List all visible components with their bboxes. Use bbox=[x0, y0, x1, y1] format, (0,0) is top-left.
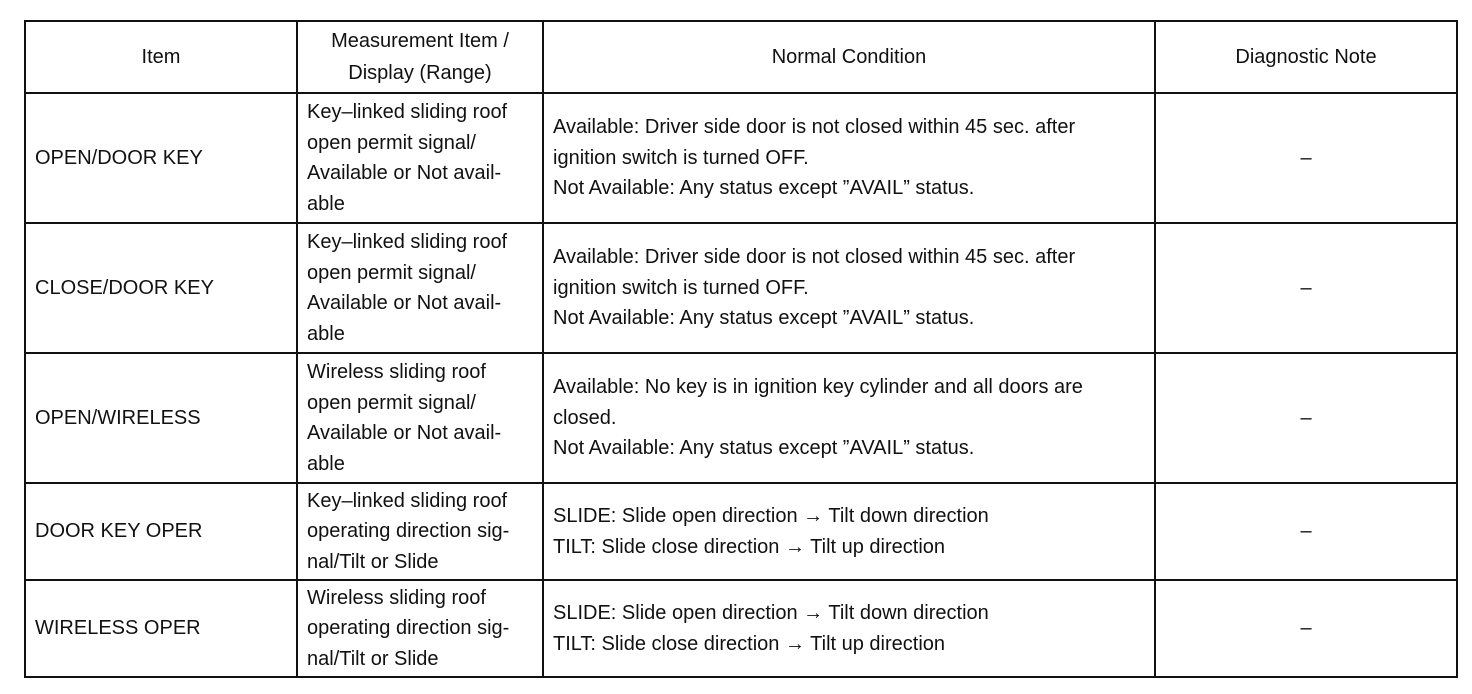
measurement-line: open permit signal/ bbox=[307, 261, 476, 284]
table-row bbox=[25, 580, 1457, 677]
normal-condition-line: TILT: Slide close direction → Tilt up direction bbox=[553, 632, 946, 655]
header-normal-condition: Normal Condition bbox=[543, 21, 1155, 93]
measurement-cell bbox=[297, 93, 543, 223]
measurement-line: open permit signal/ bbox=[307, 391, 476, 414]
header-measurement bbox=[297, 21, 543, 93]
normal-condition-cell bbox=[543, 223, 1155, 353]
normal-condition-cell bbox=[543, 580, 1155, 677]
header-measurement-line: Measurement Item / bbox=[331, 30, 509, 52]
measurement-cell bbox=[297, 580, 543, 677]
normal-condition-line: Not Available: Any status except ”AVAIL” status. bbox=[553, 177, 975, 200]
header-item: Item bbox=[25, 21, 297, 93]
diagnostic-note-cell: – bbox=[1155, 223, 1457, 353]
header-row bbox=[25, 21, 1457, 93]
table-row bbox=[25, 353, 1457, 483]
measurement-line: Available or Not avail- bbox=[307, 292, 502, 314]
diagnostic-note-cell: – bbox=[1155, 353, 1457, 483]
normal-condition-line: closed. bbox=[553, 406, 617, 429]
normal-condition-cell bbox=[543, 353, 1155, 483]
measurement-cell bbox=[297, 223, 543, 353]
normal-condition-line: ignition switch is turned OFF. bbox=[553, 146, 809, 169]
normal-condition-line: Not Available: Any status except ”AVAIL” status. bbox=[553, 437, 975, 460]
table-row bbox=[25, 93, 1457, 223]
normal-condition-cell bbox=[543, 483, 1155, 580]
measurement-line: nal/Tilt or Slide bbox=[307, 647, 439, 670]
normal-condition-line: ignition switch is turned OFF. bbox=[553, 276, 809, 299]
measurement-line: operating direction sig- bbox=[307, 520, 510, 543]
measurement-line: able bbox=[307, 452, 345, 475]
header-measurement-line: Display (Range) bbox=[348, 62, 492, 84]
measurement-line: Key–linked sliding roof bbox=[307, 489, 508, 512]
normal-condition-line: TILT: Slide close direction → Tilt up direction bbox=[553, 535, 946, 558]
measurement-line: nal/Tilt or Slide bbox=[307, 550, 439, 573]
table-row bbox=[25, 223, 1457, 353]
data-list-table bbox=[24, 20, 1458, 678]
normal-condition-line: Available: Driver side door is not closed within 45 sec. after bbox=[553, 116, 1076, 139]
item-cell: CLOSE/DOOR KEY bbox=[25, 223, 297, 353]
measurement-line: operating direction sig- bbox=[307, 617, 510, 640]
item-cell: DOOR KEY OPER bbox=[25, 483, 297, 580]
normal-condition-line: SLIDE: Slide open direction → Tilt down direction bbox=[553, 505, 989, 527]
measurement-line: Available or Not avail- bbox=[307, 422, 502, 444]
normal-condition-cell bbox=[543, 93, 1155, 223]
table-row bbox=[25, 483, 1457, 580]
measurement-cell bbox=[297, 483, 543, 580]
measurement-line: open permit signal/ bbox=[307, 131, 476, 154]
measurement-cell bbox=[297, 353, 543, 483]
normal-condition-line: Available: No key is in ignition key cylinder and all doors are bbox=[553, 376, 1083, 399]
item-cell: WIRELESS OPER bbox=[25, 580, 297, 677]
normal-condition-line: Not Available: Any status except ”AVAIL” status. bbox=[553, 307, 975, 330]
measurement-line: Available or Not avail- bbox=[307, 162, 502, 184]
normal-condition-line: SLIDE: Slide open direction → Tilt down direction bbox=[553, 602, 989, 624]
diagnostic-note-cell: – bbox=[1155, 580, 1457, 677]
diagnostic-note-cell: – bbox=[1155, 483, 1457, 580]
measurement-line: Wireless sliding roof bbox=[307, 361, 486, 383]
header-diagnostic-note: Diagnostic Note bbox=[1155, 21, 1457, 93]
measurement-line: able bbox=[307, 322, 345, 345]
item-cell: OPEN/WIRELESS bbox=[25, 353, 297, 483]
measurement-line: able bbox=[307, 192, 345, 215]
measurement-line: Wireless sliding roof bbox=[307, 586, 486, 609]
item-cell: OPEN/DOOR KEY bbox=[25, 93, 297, 223]
normal-condition-line: Available: Driver side door is not closed within 45 sec. after bbox=[553, 246, 1076, 269]
measurement-line: Key–linked sliding roof bbox=[307, 101, 508, 123]
measurement-line: Key–linked sliding roof bbox=[307, 231, 508, 253]
diagnostic-note-cell: – bbox=[1155, 93, 1457, 223]
